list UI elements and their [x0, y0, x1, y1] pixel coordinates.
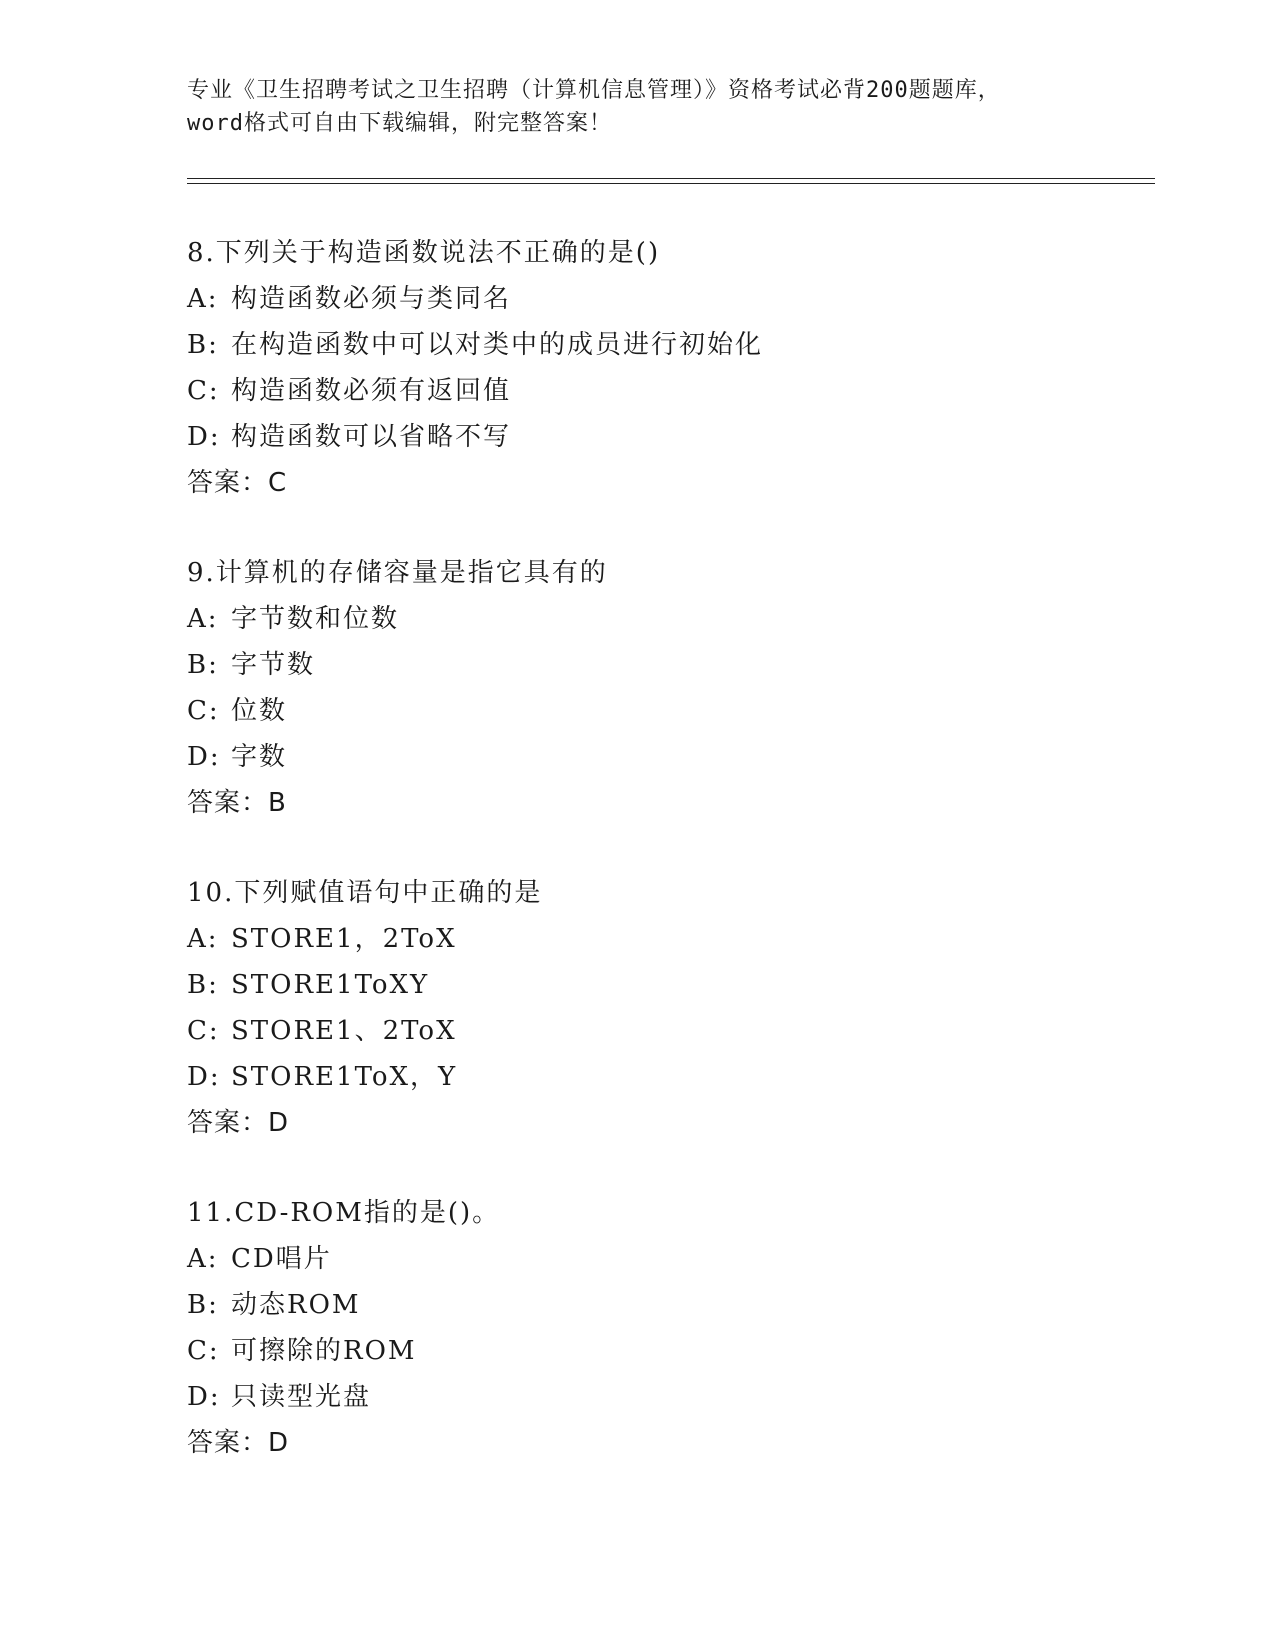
header-divider-bottom: [187, 183, 1155, 184]
option-text: 字数: [231, 742, 288, 772]
answer-line: 答案：C: [187, 468, 288, 498]
header-line-1: 专业《卫生招聘考试之卫生招聘（计算机信息管理）》资格考试必背200题题库，: [187, 78, 1001, 103]
option-letter: D:: [187, 742, 221, 772]
option-a: [187, 276, 1147, 322]
option-a: [187, 916, 1147, 962]
option-letter: B:: [187, 970, 219, 1000]
option-text: 动态ROM: [231, 1290, 361, 1320]
question-stem: 8.下列关于构造函数说法不正确的是(): [187, 238, 661, 268]
header-line-2: word格式可自由下载编辑，附完整答案！: [187, 111, 612, 136]
header-divider-top: [187, 178, 1155, 179]
option-letter: D:: [187, 1062, 221, 1092]
option-a: [187, 596, 1147, 642]
option-text: STORE1ToX，Y: [231, 1062, 458, 1092]
option-text: 位数: [231, 696, 288, 726]
option-text: 字节数: [231, 650, 316, 680]
option-c: [187, 688, 1147, 734]
option-text: STORE1、2ToX: [231, 1016, 457, 1046]
document-header: [187, 74, 1087, 140]
option-d: [187, 734, 1147, 780]
option-letter: A:: [187, 284, 219, 314]
option-text: STORE1ToXY: [231, 970, 430, 1000]
option-b: [187, 642, 1147, 688]
option-letter: A:: [187, 1244, 219, 1274]
option-c: [187, 1008, 1147, 1054]
option-text: CD唱片: [231, 1244, 332, 1274]
question-stem: 9.计算机的存储容量是指它具有的: [187, 558, 608, 588]
option-d: [187, 1374, 1147, 1420]
option-c: [187, 1328, 1147, 1374]
question-list: [187, 230, 1147, 1510]
option-letter: A:: [187, 924, 219, 954]
option-text: 可擦除的ROM: [231, 1336, 417, 1366]
option-letter: B:: [187, 330, 219, 360]
question-8: [187, 230, 1147, 506]
option-letter: C:: [187, 1016, 220, 1046]
option-letter: C:: [187, 1336, 220, 1366]
option-d: [187, 1054, 1147, 1100]
question-stem: 10.下列赋值语句中正确的是: [187, 878, 543, 908]
option-c: [187, 368, 1147, 414]
answer-line: 答案：D: [187, 1428, 290, 1458]
option-letter: C:: [187, 696, 220, 726]
option-text: 只读型光盘: [231, 1382, 372, 1412]
option-letter: D:: [187, 422, 221, 452]
question-10: [187, 870, 1147, 1146]
answer-line: 答案：D: [187, 1108, 290, 1138]
option-text: 在构造函数中可以对类中的成员进行初始化: [231, 330, 764, 360]
option-b: [187, 962, 1147, 1008]
option-b: [187, 322, 1147, 368]
option-letter: C:: [187, 376, 220, 406]
option-text: 字节数和位数: [231, 604, 400, 634]
option-text: 构造函数必须与类同名: [231, 284, 512, 314]
option-letter: D:: [187, 1382, 221, 1412]
option-text: 构造函数必须有返回值: [231, 376, 512, 406]
option-d: [187, 414, 1147, 460]
option-letter: B:: [187, 650, 219, 680]
question-11: [187, 1190, 1147, 1466]
question-9: [187, 550, 1147, 826]
option-text: STORE1，2ToX: [231, 924, 457, 954]
option-b: [187, 1282, 1147, 1328]
option-text: 构造函数可以省略不写: [231, 422, 512, 452]
option-a: [187, 1236, 1147, 1282]
option-letter: A:: [187, 604, 219, 634]
answer-line: 答案：B: [187, 788, 287, 818]
question-stem: 11.CD-ROM指的是()。: [187, 1198, 501, 1228]
option-letter: B:: [187, 1290, 219, 1320]
